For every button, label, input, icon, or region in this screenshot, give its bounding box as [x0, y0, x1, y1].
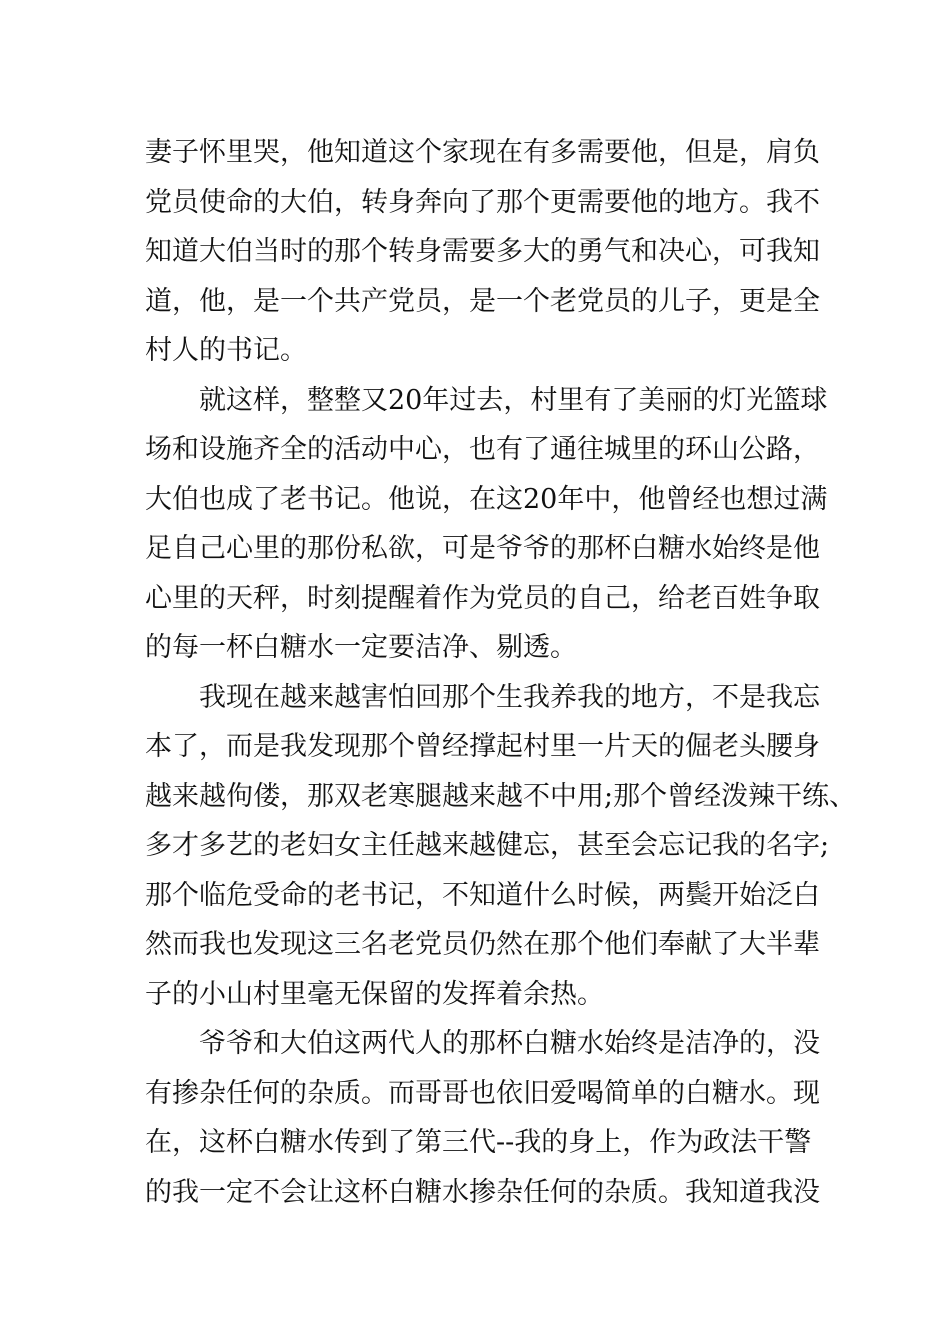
text-line: 村人的书记。 — [145, 335, 307, 366]
text-line: 子的小山村里毫无保留的发挥着余热。 — [145, 978, 604, 1010]
text-line: 道，他，是一个共产党员，是一个老党员的儿子，更是全 — [145, 285, 820, 317]
text-line: 的我一定不会让这杯白糖水掺杂任何的杂质。我知道我没 — [145, 1176, 820, 1208]
text-line: 党员使命的大伯，转身奔向了那个更需要他的地方。我不 — [145, 186, 820, 218]
text-line: 然而我也发现这三名老党员仍然在那个他们奉献了大半辈 — [145, 929, 820, 960]
body-text — [145, 128, 857, 1217]
text-line: 就这样，整整又20年过去，村里有了美丽的灯光篮球 — [145, 384, 828, 416]
text-line: 本了，而是我发现那个曾经撑起村里一片天的倔老头腰身 — [145, 731, 820, 762]
text-line: 有掺杂任何的杂质。而哥哥也依旧爱喝简单的白糖水。现 — [145, 1077, 820, 1109]
text-line: 心里的天秤，时刻提醒着作为党员的自己，给老百姓争取 — [145, 582, 820, 614]
text-line: 那个临危受命的老书记，不知道什么时候，两鬓开始泛白 — [145, 879, 820, 911]
text-line: 场和设施齐全的活动中心，也有了通往城里的环山公路， — [145, 434, 820, 465]
text-line: 在，这杯白糖水传到了第三代--我的身上，作为政法干警 — [145, 1127, 812, 1158]
text-line: 我现在越来越害怕回那个生我养我的地方，不是我忘 — [145, 681, 820, 713]
text-line: 爷爷和大伯这两代人的那杯白糖水始终是洁净的，没 — [145, 1028, 820, 1059]
text-line: 越来越佝偻，那双老寒腿越来越不中用;那个曾经泼辣干练、 — [145, 780, 857, 812]
text-line: 妻子怀里哭，他知道这个家现在有多需要他，但是，肩负 — [145, 137, 820, 168]
text-line: 知道大伯当时的那个转身需要多大的勇气和决心，可我知 — [145, 236, 820, 267]
text-line: 足自己心里的那份私欲，可是爷爷的那杯白糖水始终是他 — [145, 533, 820, 564]
text-line: 大伯也成了老书记。他说，在这20年中，他曾经也想过满 — [145, 483, 828, 515]
text-line: 多才多艺的老妇女主任越来越健忘，甚至会忘记我的名字; — [145, 830, 830, 861]
text-line: 的每一杯白糖水一定要洁净、剔透。 — [145, 632, 577, 663]
